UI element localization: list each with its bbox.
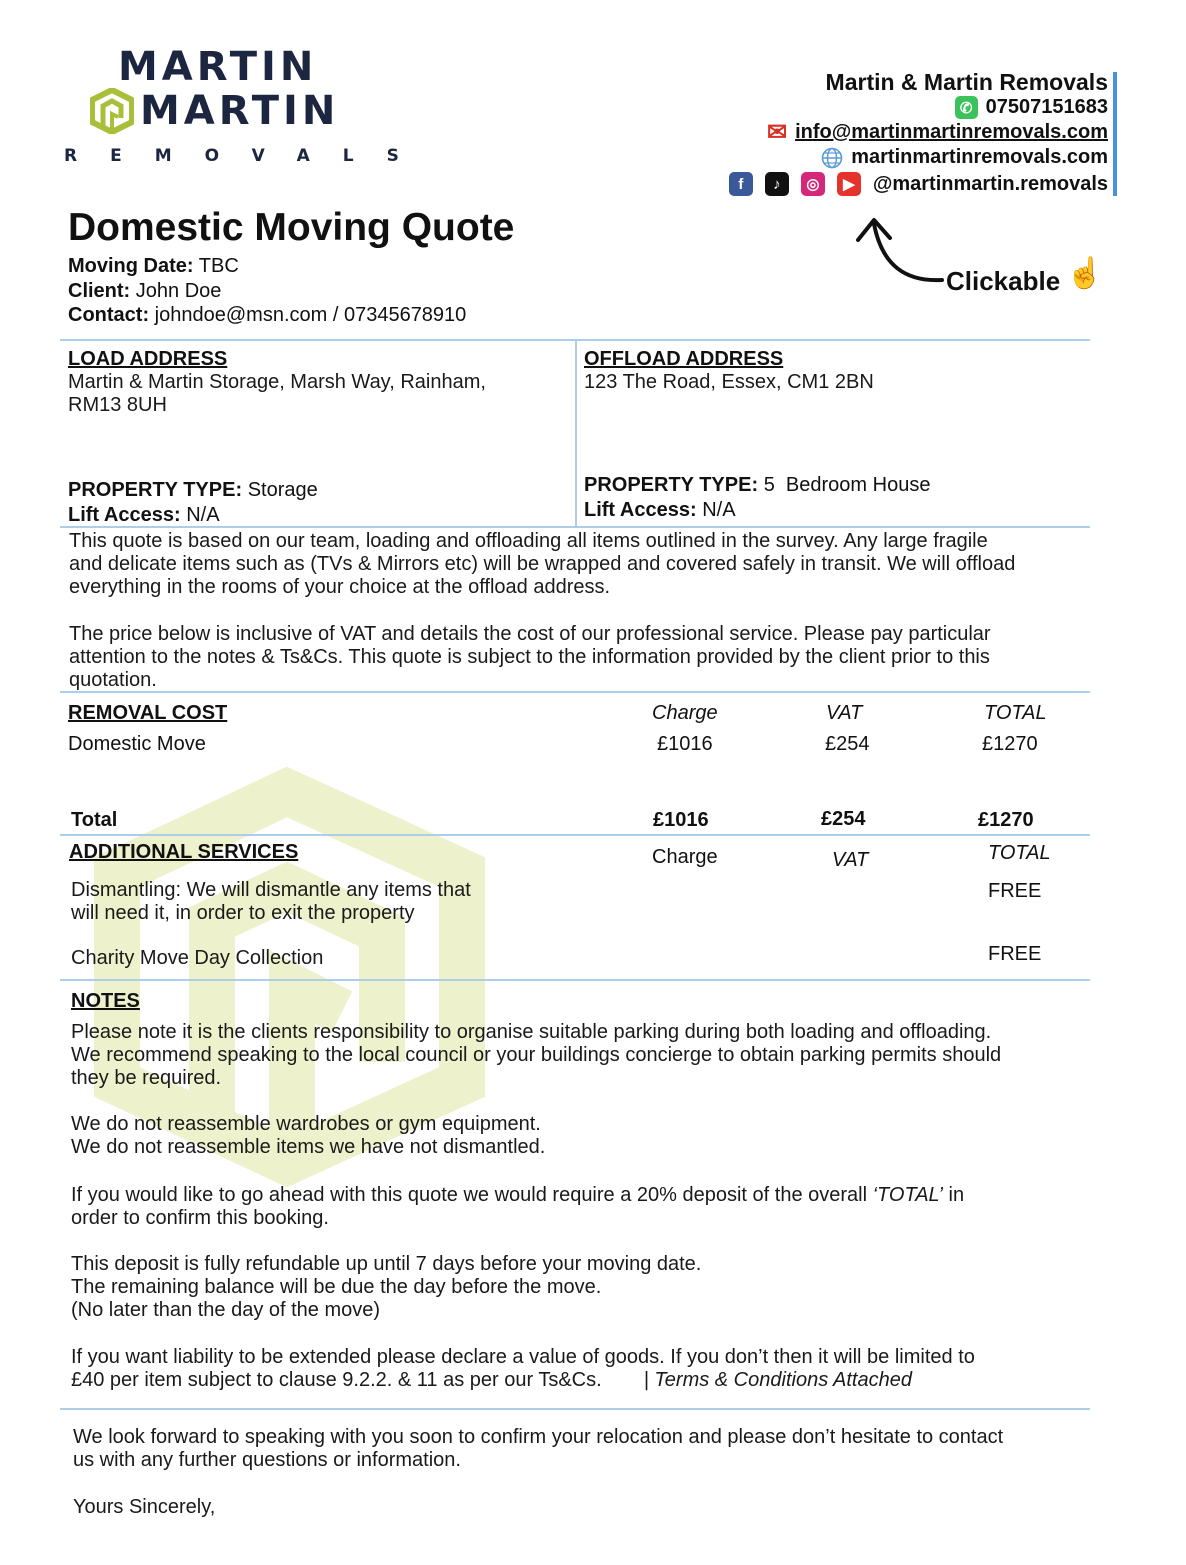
social-handle[interactable]: @martinmartin.removals (872, 172, 1108, 195)
note-line: they be required. (71, 1067, 222, 1089)
terms-link[interactable]: | Terms & Conditions Attached (643, 1369, 912, 1391)
intro-line: attention to the notes & Ts&Cs. This quote is subject to the information provided by the client prior to this (69, 646, 990, 668)
phone-text: 07507151683 (985, 96, 1108, 118)
note-line: This deposit is fully refundable up until 7 days before your moving date. (71, 1253, 702, 1275)
company-name-text: Martin & Martin Removals (825, 69, 1108, 95)
load-lift-value: N/A (186, 503, 220, 526)
dismantling-line: will need it, in order to exit the property (71, 902, 415, 924)
divider (60, 1408, 1090, 1410)
load-property-label: PROPERTY TYPE: (68, 479, 243, 501)
moving-date-value: TBC (198, 255, 239, 277)
gmail-icon: ✉ (766, 118, 788, 146)
load-address-line-2: RM13 8UH (68, 394, 167, 416)
dismantling-line: Dismantling: We will dismantle any items that (71, 879, 471, 901)
intro-text (69, 530, 1015, 692)
client-row (68, 279, 466, 304)
company-logo[interactable] (62, 40, 432, 170)
website-text: martinmartinremovals.com (851, 146, 1108, 168)
offload-property-label: PROPERTY TYPE: (584, 474, 759, 496)
instagram-icon[interactable]: ◎ (801, 172, 825, 196)
dismantling-total: FREE (988, 880, 1042, 902)
offload-address-heading: OFFLOAD ADDRESS (584, 348, 784, 370)
email-link[interactable] (766, 118, 1108, 146)
contact-accent-bar (1113, 72, 1117, 196)
address-divider (575, 340, 577, 526)
client-value: John Doe (135, 279, 222, 302)
intro-line: everything in the rooms of your choice at the offload address. (69, 576, 611, 598)
contact-label: Contact: (68, 304, 150, 326)
moving-date-row (68, 254, 466, 279)
removal-total-label: Total (71, 809, 118, 831)
load-property-value: Storage (247, 479, 318, 501)
note-line: (No later than the day of the move) (71, 1299, 381, 1321)
youtube-icon[interactable]: ▶ (837, 172, 861, 196)
logo-line-2: MARTIN (140, 88, 340, 134)
removal-col-total: TOTAL (984, 702, 1047, 724)
note-text: £40 per item subject to clause 9.2.2. & 11 as per our Ts&Cs. (71, 1369, 602, 1391)
offload-property (584, 473, 930, 522)
page-title: Domestic Moving Quote (68, 206, 515, 249)
removal-row-label: Domestic Move (68, 733, 206, 755)
company-name (826, 69, 1108, 96)
notes-body (71, 1021, 1001, 1392)
offload-address-section (584, 348, 874, 394)
clickable-label: Clickable (946, 266, 1061, 296)
offload-lift-label: Lift Access: (584, 498, 697, 521)
closing-line: us with any further questions or information. (73, 1449, 461, 1471)
removal-row-total: £1270 (982, 733, 1038, 755)
offload-address-line: 123 The Road, Essex, CM1 2BN (584, 371, 874, 393)
removal-total-vat: £254 (821, 808, 866, 830)
offload-property-value: 5 Bedroom House (763, 474, 931, 496)
note-line (71, 1369, 1001, 1392)
website-link[interactable] (821, 146, 1108, 169)
intro-line: quotation. (69, 669, 157, 691)
note-line: The remaining balance will be due the day before the move. (71, 1276, 602, 1298)
social-row (729, 172, 1108, 196)
load-address-heading: LOAD ADDRESS (68, 348, 228, 370)
removal-row-vat: £254 (825, 733, 870, 755)
divider (60, 979, 1090, 981)
load-property-row (68, 478, 318, 503)
intro-line: and delicate items such as (TVs & Mirrors etc) will be wrapped and covered safely in transit. We will offload (69, 553, 1016, 575)
note-line: We recommend speaking to the local council or your buildings concierge to obtain parking permits should (71, 1044, 1002, 1066)
logo-line-3: REMOVALS (64, 146, 432, 166)
note-emphasis: ‘TOTAL’ (872, 1184, 943, 1206)
removal-col-vat: VAT (826, 702, 863, 724)
whatsapp-icon: ✆ (955, 96, 978, 119)
divider (60, 834, 1090, 836)
note-text: If you would like to go ahead with this quote we would require a 20% deposit of the overall (71, 1184, 873, 1206)
hand-pointer-icon: ☝ (1066, 257, 1104, 290)
load-address-line-1: Martin & Martin Storage, Marsh Way, Rainham, (68, 371, 486, 393)
client-label: Client: (68, 279, 131, 302)
load-address-section (68, 348, 486, 417)
intro-line: This quote is based on our team, loading and offloading all items outlined in the survey. Any large fragile (69, 530, 988, 552)
additional-col-charge: Charge (652, 846, 718, 868)
removal-cost-heading: REMOVAL COST (68, 702, 228, 724)
moving-date-label: Moving Date: (68, 255, 194, 277)
additional-services-heading: ADDITIONAL SERVICES (69, 841, 299, 863)
email-text: info@martinmartinremovals.com (795, 121, 1108, 143)
divider (60, 526, 1090, 528)
load-property (68, 478, 318, 527)
additional-col-vat: VAT (832, 849, 869, 871)
closing-text (73, 1426, 1003, 1519)
note-line: If you want liability to be extended please declare a value of goods. If you don’t then it will be limited to (71, 1346, 975, 1368)
note-text: in (943, 1184, 965, 1206)
offload-lift-row (584, 498, 930, 523)
charity-service: Charity Move Day Collection (71, 947, 324, 969)
logo-line-1: MARTIN (118, 44, 318, 90)
removal-total-total: £1270 (978, 809, 1034, 831)
note-line: We do not reassemble items we have not dismantled. (71, 1136, 546, 1158)
logo-mark-icon (90, 88, 134, 134)
charity-total: FREE (988, 943, 1042, 965)
load-lift-row (68, 503, 318, 528)
facebook-icon[interactable]: f (729, 172, 753, 196)
offload-lift-value: N/A (702, 498, 736, 521)
removal-total-charge: £1016 (653, 809, 709, 831)
removal-row-charge: £1016 (657, 733, 713, 755)
tiktok-icon[interactable]: ♪ (765, 172, 789, 196)
note-line: Please note it is the clients responsibility to organise suitable parking during both loading and offloading. (71, 1021, 992, 1043)
notes-heading: NOTES (71, 990, 140, 1012)
curved-arrow-icon (850, 210, 950, 290)
additional-col-total: TOTAL (988, 842, 1051, 864)
dismantling-service (71, 879, 471, 925)
removal-col-charge: Charge (652, 702, 718, 724)
globe-icon (821, 147, 843, 169)
note-line: order to confirm this booking. (71, 1207, 329, 1229)
signoff: Yours Sincerely, (73, 1496, 216, 1518)
divider (60, 691, 1090, 693)
phone-link[interactable] (955, 96, 1108, 119)
closing-line: We look forward to speaking with you soon to confirm your relocation and please don’t hesitate to contact (73, 1426, 1004, 1448)
note-line: We do not reassemble wardrobes or gym equipment. (71, 1113, 541, 1135)
load-lift-label: Lift Access: (68, 503, 181, 526)
contact-row (68, 303, 466, 328)
contact-value: johndoe@msn.com / 07345678910 (154, 304, 467, 326)
intro-line: The price below is inclusive of VAT and details the cost of our professional service. Please pay particular (69, 623, 991, 645)
note-line (71, 1184, 1001, 1207)
offload-property-row (584, 473, 930, 498)
client-details (68, 254, 466, 328)
